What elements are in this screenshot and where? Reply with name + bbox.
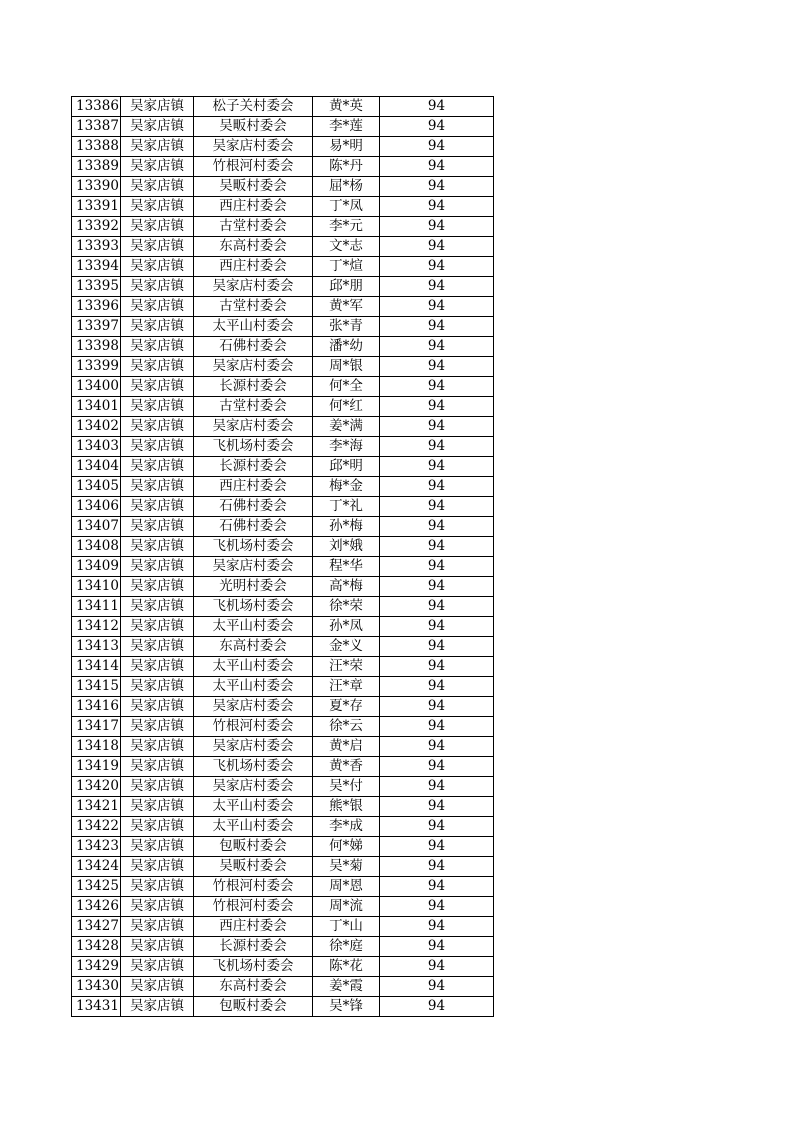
cell-id: 13430 xyxy=(72,977,121,997)
cell-village: 松子关村委会 xyxy=(194,97,313,117)
cell-id: 13403 xyxy=(72,437,121,457)
cell-score: 94 xyxy=(380,937,494,957)
table-row xyxy=(72,897,494,917)
cell-score: 94 xyxy=(380,637,494,657)
cell-id: 13423 xyxy=(72,837,121,857)
table-row xyxy=(72,537,494,557)
cell-name: 陈*丹 xyxy=(313,157,380,177)
cell-score: 94 xyxy=(380,597,494,617)
cell-name: 何*娣 xyxy=(313,837,380,857)
cell-town: 吴家店镇 xyxy=(121,677,194,697)
cell-village: 吴畈村委会 xyxy=(194,117,313,137)
cell-town: 吴家店镇 xyxy=(121,637,194,657)
cell-name: 黄*军 xyxy=(313,297,380,317)
table-row xyxy=(72,697,494,717)
table-row xyxy=(72,797,494,817)
cell-town: 吴家店镇 xyxy=(121,397,194,417)
cell-id: 13426 xyxy=(72,897,121,917)
cell-village: 西庄村委会 xyxy=(194,197,313,217)
cell-id: 13416 xyxy=(72,697,121,717)
cell-score: 94 xyxy=(380,217,494,237)
cell-id: 13431 xyxy=(72,997,121,1017)
cell-village: 吴家店村委会 xyxy=(194,557,313,577)
cell-town: 吴家店镇 xyxy=(121,557,194,577)
table-row xyxy=(72,437,494,457)
table-row xyxy=(72,557,494,577)
cell-name: 孙*梅 xyxy=(313,517,380,537)
cell-score: 94 xyxy=(380,517,494,537)
cell-name: 汪*章 xyxy=(313,677,380,697)
cell-village: 太平山村委会 xyxy=(194,797,313,817)
table-row xyxy=(72,357,494,377)
cell-score: 94 xyxy=(380,557,494,577)
cell-name: 姜*霞 xyxy=(313,977,380,997)
cell-village: 包畈村委会 xyxy=(194,997,313,1017)
cell-name: 李*海 xyxy=(313,437,380,457)
cell-score: 94 xyxy=(380,697,494,717)
cell-id: 13421 xyxy=(72,797,121,817)
table-row xyxy=(72,157,494,177)
cell-town: 吴家店镇 xyxy=(121,297,194,317)
table-row xyxy=(72,577,494,597)
cell-town: 吴家店镇 xyxy=(121,337,194,357)
cell-score: 94 xyxy=(380,277,494,297)
cell-name: 黄*香 xyxy=(313,757,380,777)
table-row xyxy=(72,217,494,237)
table-row xyxy=(72,597,494,617)
cell-town: 吴家店镇 xyxy=(121,697,194,717)
cell-id: 13395 xyxy=(72,277,121,297)
cell-village: 竹根河村委会 xyxy=(194,877,313,897)
cell-score: 94 xyxy=(380,157,494,177)
cell-score: 94 xyxy=(380,477,494,497)
table-row xyxy=(72,317,494,337)
cell-village: 竹根河村委会 xyxy=(194,897,313,917)
table-row xyxy=(72,737,494,757)
cell-town: 吴家店镇 xyxy=(121,277,194,297)
cell-name: 潘*幼 xyxy=(313,337,380,357)
cell-id: 13428 xyxy=(72,937,121,957)
cell-name: 周*流 xyxy=(313,897,380,917)
cell-score: 94 xyxy=(380,837,494,857)
cell-score: 94 xyxy=(380,297,494,317)
cell-score: 94 xyxy=(380,117,494,137)
table-row xyxy=(72,677,494,697)
cell-town: 吴家店镇 xyxy=(121,577,194,597)
cell-score: 94 xyxy=(380,717,494,737)
table-row xyxy=(72,237,494,257)
cell-village: 吴家店村委会 xyxy=(194,777,313,797)
cell-town: 吴家店镇 xyxy=(121,377,194,397)
cell-name: 周*恩 xyxy=(313,877,380,897)
cell-village: 古堂村委会 xyxy=(194,217,313,237)
table-row xyxy=(72,297,494,317)
cell-name: 熊*银 xyxy=(313,797,380,817)
cell-id: 13410 xyxy=(72,577,121,597)
cell-name: 夏*存 xyxy=(313,697,380,717)
cell-id: 13399 xyxy=(72,357,121,377)
cell-score: 94 xyxy=(380,677,494,697)
cell-village: 竹根河村委会 xyxy=(194,717,313,737)
cell-town: 吴家店镇 xyxy=(121,857,194,877)
cell-name: 邱*朋 xyxy=(313,277,380,297)
table-row xyxy=(72,457,494,477)
cell-town: 吴家店镇 xyxy=(121,937,194,957)
cell-town: 吴家店镇 xyxy=(121,997,194,1017)
cell-name: 孙*凤 xyxy=(313,617,380,637)
cell-village: 石佛村委会 xyxy=(194,517,313,537)
cell-id: 13429 xyxy=(72,957,121,977)
cell-name: 徐*庭 xyxy=(313,937,380,957)
cell-name: 黄*启 xyxy=(313,737,380,757)
cell-village: 吴家店村委会 xyxy=(194,697,313,717)
cell-name: 高*梅 xyxy=(313,577,380,597)
cell-village: 长源村委会 xyxy=(194,377,313,397)
cell-score: 94 xyxy=(380,877,494,897)
cell-id: 13391 xyxy=(72,197,121,217)
cell-town: 吴家店镇 xyxy=(121,317,194,337)
table-row xyxy=(72,857,494,877)
cell-town: 吴家店镇 xyxy=(121,597,194,617)
cell-town: 吴家店镇 xyxy=(121,737,194,757)
table-row xyxy=(72,377,494,397)
cell-town: 吴家店镇 xyxy=(121,617,194,637)
cell-village: 太平山村委会 xyxy=(194,677,313,697)
cell-town: 吴家店镇 xyxy=(121,797,194,817)
table-row xyxy=(72,397,494,417)
cell-id: 13424 xyxy=(72,857,121,877)
cell-id: 13408 xyxy=(72,537,121,557)
cell-town: 吴家店镇 xyxy=(121,197,194,217)
cell-id: 13394 xyxy=(72,257,121,277)
cell-town: 吴家店镇 xyxy=(121,457,194,477)
table-row xyxy=(72,477,494,497)
table-row xyxy=(72,257,494,277)
cell-town: 吴家店镇 xyxy=(121,757,194,777)
table-row xyxy=(72,417,494,437)
cell-village: 东高村委会 xyxy=(194,977,313,997)
cell-score: 94 xyxy=(380,777,494,797)
cell-town: 吴家店镇 xyxy=(121,157,194,177)
cell-score: 94 xyxy=(380,857,494,877)
cell-village: 古堂村委会 xyxy=(194,397,313,417)
cell-name: 邱*明 xyxy=(313,457,380,477)
cell-score: 94 xyxy=(380,657,494,677)
cell-village: 东高村委会 xyxy=(194,237,313,257)
cell-score: 94 xyxy=(380,237,494,257)
cell-village: 西庄村委会 xyxy=(194,917,313,937)
cell-village: 石佛村委会 xyxy=(194,497,313,517)
cell-id: 13420 xyxy=(72,777,121,797)
cell-id: 13427 xyxy=(72,917,121,937)
cell-score: 94 xyxy=(380,357,494,377)
cell-name: 丁*煊 xyxy=(313,257,380,277)
cell-town: 吴家店镇 xyxy=(121,237,194,257)
cell-name: 丁*山 xyxy=(313,917,380,937)
table-row xyxy=(72,997,494,1017)
table-body xyxy=(72,97,494,1017)
cell-id: 13397 xyxy=(72,317,121,337)
cell-village: 光明村委会 xyxy=(194,577,313,597)
cell-village: 飞机场村委会 xyxy=(194,597,313,617)
cell-score: 94 xyxy=(380,397,494,417)
cell-village: 吴家店村委会 xyxy=(194,737,313,757)
cell-score: 94 xyxy=(380,497,494,517)
cell-village: 太平山村委会 xyxy=(194,817,313,837)
cell-name: 陈*花 xyxy=(313,957,380,977)
cell-id: 13409 xyxy=(72,557,121,577)
cell-id: 13417 xyxy=(72,717,121,737)
table-row xyxy=(72,657,494,677)
cell-name: 徐*荣 xyxy=(313,597,380,617)
cell-village: 包畈村委会 xyxy=(194,837,313,857)
cell-village: 太平山村委会 xyxy=(194,657,313,677)
cell-score: 94 xyxy=(380,957,494,977)
table-row xyxy=(72,277,494,297)
cell-town: 吴家店镇 xyxy=(121,717,194,737)
cell-town: 吴家店镇 xyxy=(121,517,194,537)
cell-village: 飞机场村委会 xyxy=(194,537,313,557)
cell-id: 13412 xyxy=(72,617,121,637)
cell-name: 吴*付 xyxy=(313,777,380,797)
cell-id: 13387 xyxy=(72,117,121,137)
cell-town: 吴家店镇 xyxy=(121,497,194,517)
cell-name: 汪*荣 xyxy=(313,657,380,677)
cell-score: 94 xyxy=(380,737,494,757)
cell-name: 丁*凤 xyxy=(313,197,380,217)
cell-town: 吴家店镇 xyxy=(121,257,194,277)
cell-id: 13401 xyxy=(72,397,121,417)
cell-name: 丁*礼 xyxy=(313,497,380,517)
table-row xyxy=(72,497,494,517)
cell-score: 94 xyxy=(380,757,494,777)
cell-town: 吴家店镇 xyxy=(121,657,194,677)
cell-village: 西庄村委会 xyxy=(194,257,313,277)
cell-name: 吴*锋 xyxy=(313,997,380,1017)
cell-id: 13407 xyxy=(72,517,121,537)
cell-village: 东高村委会 xyxy=(194,637,313,657)
cell-village: 吴家店村委会 xyxy=(194,277,313,297)
cell-name: 黄*英 xyxy=(313,97,380,117)
cell-id: 13392 xyxy=(72,217,121,237)
cell-id: 13415 xyxy=(72,677,121,697)
cell-id: 13396 xyxy=(72,297,121,317)
cell-town: 吴家店镇 xyxy=(121,117,194,137)
cell-name: 李*莲 xyxy=(313,117,380,137)
cell-town: 吴家店镇 xyxy=(121,877,194,897)
cell-town: 吴家店镇 xyxy=(121,217,194,237)
cell-town: 吴家店镇 xyxy=(121,837,194,857)
cell-village: 长源村委会 xyxy=(194,937,313,957)
cell-name: 徐*云 xyxy=(313,717,380,737)
table-row xyxy=(72,97,494,117)
cell-town: 吴家店镇 xyxy=(121,137,194,157)
cell-town: 吴家店镇 xyxy=(121,177,194,197)
cell-id: 13422 xyxy=(72,817,121,837)
table-row xyxy=(72,917,494,937)
cell-score: 94 xyxy=(380,417,494,437)
cell-score: 94 xyxy=(380,97,494,117)
cell-id: 13418 xyxy=(72,737,121,757)
cell-name: 吴*菊 xyxy=(313,857,380,877)
cell-id: 13405 xyxy=(72,477,121,497)
cell-score: 94 xyxy=(380,537,494,557)
cell-id: 13400 xyxy=(72,377,121,397)
table-row xyxy=(72,977,494,997)
cell-village: 飞机场村委会 xyxy=(194,957,313,977)
cell-village: 飞机场村委会 xyxy=(194,437,313,457)
cell-village: 吴畈村委会 xyxy=(194,177,313,197)
table-row xyxy=(72,777,494,797)
cell-id: 13413 xyxy=(72,637,121,657)
table-row xyxy=(72,117,494,137)
cell-score: 94 xyxy=(380,197,494,217)
cell-name: 程*华 xyxy=(313,557,380,577)
cell-score: 94 xyxy=(380,797,494,817)
cell-town: 吴家店镇 xyxy=(121,417,194,437)
cell-id: 13419 xyxy=(72,757,121,777)
cell-town: 吴家店镇 xyxy=(121,437,194,457)
cell-score: 94 xyxy=(380,577,494,597)
cell-score: 94 xyxy=(380,137,494,157)
table-row xyxy=(72,937,494,957)
cell-id: 13393 xyxy=(72,237,121,257)
cell-village: 吴家店村委会 xyxy=(194,137,313,157)
cell-town: 吴家店镇 xyxy=(121,777,194,797)
cell-id: 13388 xyxy=(72,137,121,157)
cell-score: 94 xyxy=(380,177,494,197)
cell-town: 吴家店镇 xyxy=(121,477,194,497)
cell-town: 吴家店镇 xyxy=(121,97,194,117)
cell-town: 吴家店镇 xyxy=(121,917,194,937)
cell-village: 石佛村委会 xyxy=(194,337,313,357)
cell-name: 李*成 xyxy=(313,817,380,837)
cell-village: 长源村委会 xyxy=(194,457,313,477)
cell-village: 太平山村委会 xyxy=(194,617,313,637)
cell-score: 94 xyxy=(380,257,494,277)
cell-id: 13425 xyxy=(72,877,121,897)
cell-score: 94 xyxy=(380,917,494,937)
cell-name: 何*红 xyxy=(313,397,380,417)
cell-village: 吴家店村委会 xyxy=(194,417,313,437)
table-row xyxy=(72,137,494,157)
cell-village: 竹根河村委会 xyxy=(194,157,313,177)
cell-id: 13389 xyxy=(72,157,121,177)
cell-town: 吴家店镇 xyxy=(121,957,194,977)
cell-score: 94 xyxy=(380,337,494,357)
table-row xyxy=(72,837,494,857)
cell-score: 94 xyxy=(380,617,494,637)
table-row xyxy=(72,617,494,637)
table-row xyxy=(72,517,494,537)
cell-score: 94 xyxy=(380,997,494,1017)
cell-village: 吴畈村委会 xyxy=(194,857,313,877)
cell-name: 姜*满 xyxy=(313,417,380,437)
table-row xyxy=(72,817,494,837)
table-row xyxy=(72,637,494,657)
cell-name: 文*志 xyxy=(313,237,380,257)
cell-score: 94 xyxy=(380,457,494,477)
table-row xyxy=(72,177,494,197)
cell-town: 吴家店镇 xyxy=(121,817,194,837)
table-row xyxy=(72,877,494,897)
cell-village: 吴家店村委会 xyxy=(194,357,313,377)
cell-name: 张*青 xyxy=(313,317,380,337)
table-row xyxy=(72,337,494,357)
cell-id: 13390 xyxy=(72,177,121,197)
cell-score: 94 xyxy=(380,977,494,997)
cell-town: 吴家店镇 xyxy=(121,897,194,917)
cell-town: 吴家店镇 xyxy=(121,977,194,997)
cell-name: 屈*杨 xyxy=(313,177,380,197)
cell-score: 94 xyxy=(380,897,494,917)
cell-name: 易*明 xyxy=(313,137,380,157)
cell-id: 13406 xyxy=(72,497,121,517)
cell-id: 13386 xyxy=(72,97,121,117)
cell-name: 金*义 xyxy=(313,637,380,657)
table-row xyxy=(72,957,494,977)
cell-village: 太平山村委会 xyxy=(194,317,313,337)
table-row xyxy=(72,757,494,777)
cell-name: 刘*娥 xyxy=(313,537,380,557)
table-row xyxy=(72,717,494,737)
cell-id: 13411 xyxy=(72,597,121,617)
cell-id: 13404 xyxy=(72,457,121,477)
cell-id: 13402 xyxy=(72,417,121,437)
cell-town: 吴家店镇 xyxy=(121,357,194,377)
cell-name: 周*银 xyxy=(313,357,380,377)
cell-name: 梅*金 xyxy=(313,477,380,497)
cell-town: 吴家店镇 xyxy=(121,537,194,557)
cell-village: 西庄村委会 xyxy=(194,477,313,497)
data-table xyxy=(71,96,494,1017)
cell-id: 13398 xyxy=(72,337,121,357)
cell-village: 飞机场村委会 xyxy=(194,757,313,777)
cell-score: 94 xyxy=(380,377,494,397)
table-row xyxy=(72,197,494,217)
cell-name: 何*全 xyxy=(313,377,380,397)
cell-id: 13414 xyxy=(72,657,121,677)
cell-score: 94 xyxy=(380,317,494,337)
cell-score: 94 xyxy=(380,817,494,837)
cell-score: 94 xyxy=(380,437,494,457)
cell-name: 李*元 xyxy=(313,217,380,237)
cell-village: 古堂村委会 xyxy=(194,297,313,317)
